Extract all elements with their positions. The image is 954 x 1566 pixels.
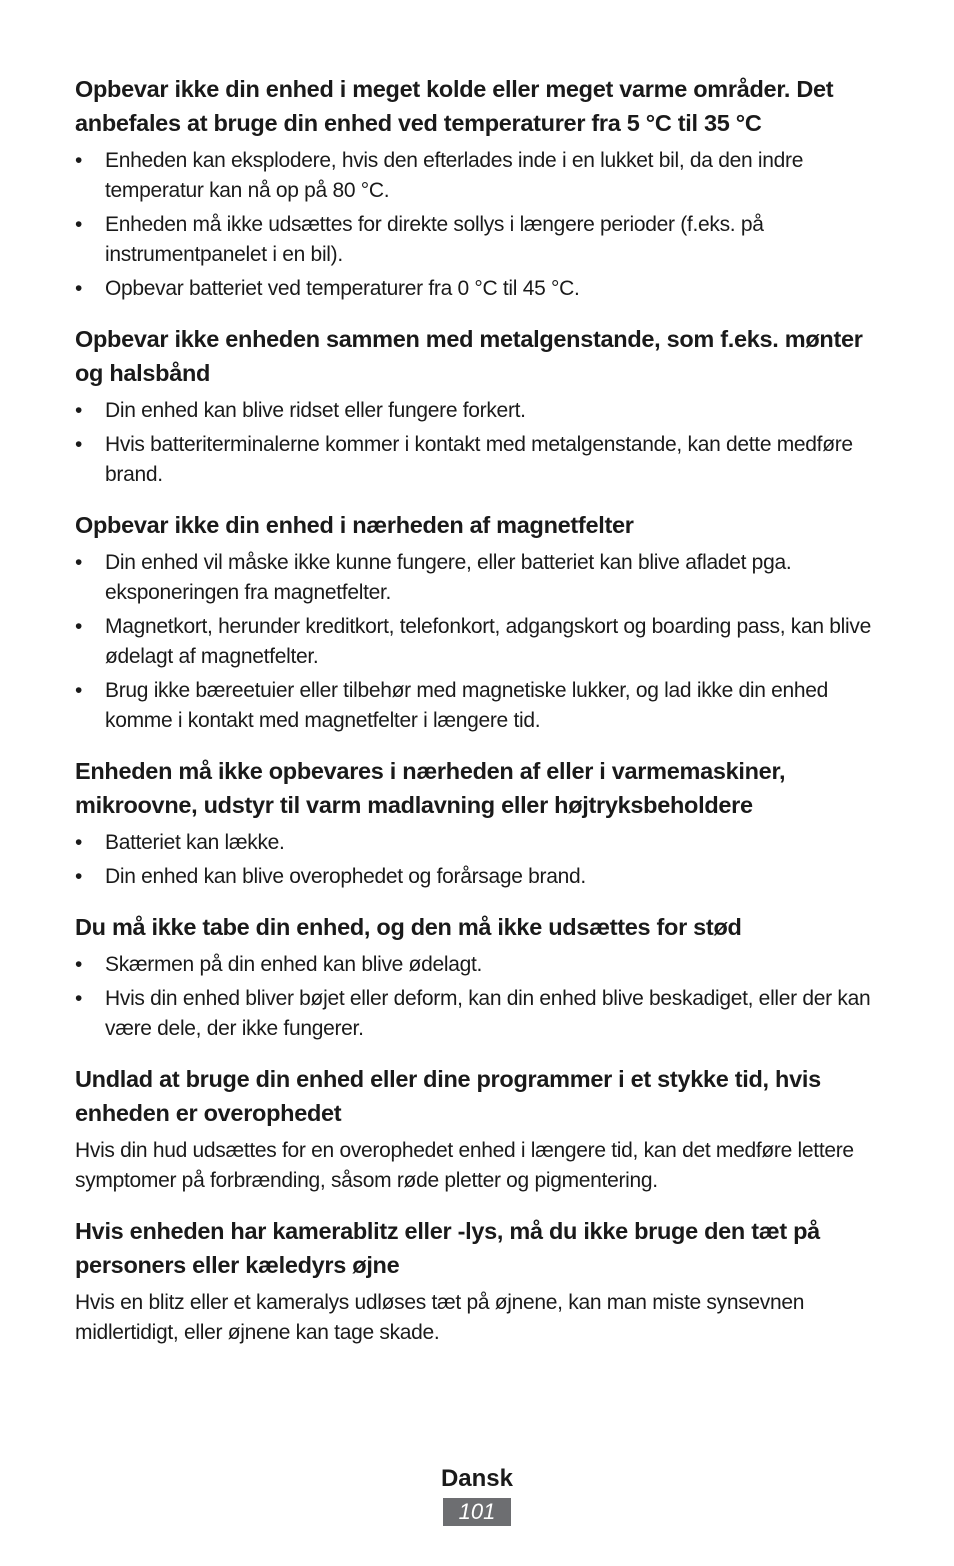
- section-drop-impact: [75, 910, 885, 1044]
- section-heading: Hvis enheden har kamerablitz eller -lys, må du ikke bruge den tæt på personers eller kæledyrs øjne: [75, 1218, 820, 1278]
- section-metal-objects: [75, 322, 885, 490]
- section-heading: Undlad at bruge din enhed eller dine programmer i et stykke tid, hvis enheden er overophedet: [75, 1066, 821, 1126]
- bullet-icon: •: [75, 551, 83, 574]
- list-item: [75, 430, 885, 490]
- list-item: [75, 676, 885, 736]
- bullet-icon: •: [75, 679, 83, 702]
- list-item-text: Enheden kan eksplodere, hvis den efterlades inde i en lukket bil, da den indre temperatur kan nå op på 80 °C.: [105, 149, 804, 202]
- bullet-icon: •: [75, 277, 83, 300]
- bullet-list: [75, 548, 885, 736]
- document-body: [75, 72, 885, 1366]
- bullet-icon: •: [75, 213, 83, 236]
- bullet-icon: •: [75, 615, 83, 638]
- bullet-list: [75, 950, 885, 1044]
- section-paragraph: Hvis din hud udsættes for en overophedet enhed i længere tid, kan det medføre lettere symptomer på forbrænding, såsom røde pletter og pigmentering.: [75, 1139, 854, 1192]
- list-item: [75, 612, 885, 672]
- list-item: [75, 274, 885, 304]
- bullet-icon: •: [75, 399, 83, 422]
- bullet-icon: •: [75, 831, 83, 854]
- list-item: [75, 828, 885, 858]
- section-heading: Opbevar ikke din enhed i nærheden af magnetfelter: [75, 512, 634, 538]
- bullet-icon: •: [75, 433, 83, 456]
- list-item-text: Batteriet kan lække.: [105, 831, 285, 854]
- list-item-text: Din enhed kan blive ridset eller fungere forkert.: [105, 399, 526, 422]
- list-item-text: Hvis din enhed bliver bøjet eller deform, kan din enhed blive beskadiget, eller der kan være dele, der ikke fungerer.: [105, 987, 871, 1040]
- list-item: [75, 396, 885, 426]
- page-number: 101: [443, 1498, 511, 1526]
- list-item-text: Magnetkort, herunder kreditkort, telefonkort, adgangskort og boarding pass, kan blive ødelagt af magnetfelter.: [105, 615, 871, 668]
- list-item: [75, 548, 885, 608]
- list-item: [75, 146, 885, 206]
- bullet-icon: •: [75, 987, 83, 1010]
- list-item: [75, 862, 885, 892]
- list-item-text: Din enhed kan blive overophedet og forårsage brand.: [105, 865, 586, 888]
- bullet-icon: •: [75, 149, 83, 172]
- list-item: [75, 984, 885, 1044]
- section-heading: Opbevar ikke din enhed i meget kolde eller meget varme områder. Det anbefales at bruge din enhed ved temperaturer fra 5 °C til 35 °C: [75, 76, 834, 136]
- section-overheating: [75, 1062, 885, 1196]
- bullet-icon: •: [75, 865, 83, 888]
- bullet-list: [75, 828, 885, 892]
- list-item: [75, 950, 885, 980]
- section-heading: Enheden må ikke opbevares i nærheden af eller i varmemaskiner, mikroovne, udstyr til varm madlavning eller højtryksbeholdere: [75, 758, 786, 818]
- section-magnetic-fields: [75, 508, 885, 736]
- section-temperature: [75, 72, 885, 304]
- list-item-text: Opbevar batteriet ved temperaturer fra 0 °C til 45 °C.: [105, 277, 580, 300]
- list-item-text: Din enhed vil måske ikke kunne fungere, eller batteriet kan blive afladet pga. eksponeringen fra magnetfelter.: [105, 551, 792, 604]
- list-item-text: Brug ikke bæreetuier eller tilbehør med magnetiske lukker, og lad ikke din enhed komme i kontakt med magnetfelter i længere tid.: [105, 679, 829, 732]
- section-heading: Du må ikke tabe din enhed, og den må ikke udsættes for stød: [75, 914, 742, 940]
- bullet-list: [75, 146, 885, 304]
- list-item: [75, 210, 885, 270]
- list-item-text: Hvis batteriterminalerne kommer i kontakt med metalgenstande, kan dette medføre brand.: [105, 433, 853, 486]
- footer-language: Dansk: [440, 1465, 514, 1492]
- bullet-list: [75, 396, 885, 490]
- section-camera-flash: [75, 1214, 885, 1348]
- section-heading: Opbevar ikke enheden sammen med metalgenstande, som f.eks. mønter og halsbånd: [75, 326, 863, 386]
- list-item-text: Enheden må ikke udsættes for direkte sollys i længere perioder (f.eks. på instrumentpanelet i en bil).: [105, 213, 764, 266]
- page-footer: [0, 1464, 954, 1526]
- section-heat-sources: [75, 754, 885, 892]
- list-item-text: Skærmen på din enhed kan blive ødelagt.: [105, 953, 483, 976]
- bullet-icon: •: [75, 953, 83, 976]
- section-paragraph: Hvis en blitz eller et kameralys udløses tæt på øjnene, kan man miste synsevnen midlertidigt, eller øjnene kan tage skade.: [75, 1291, 805, 1344]
